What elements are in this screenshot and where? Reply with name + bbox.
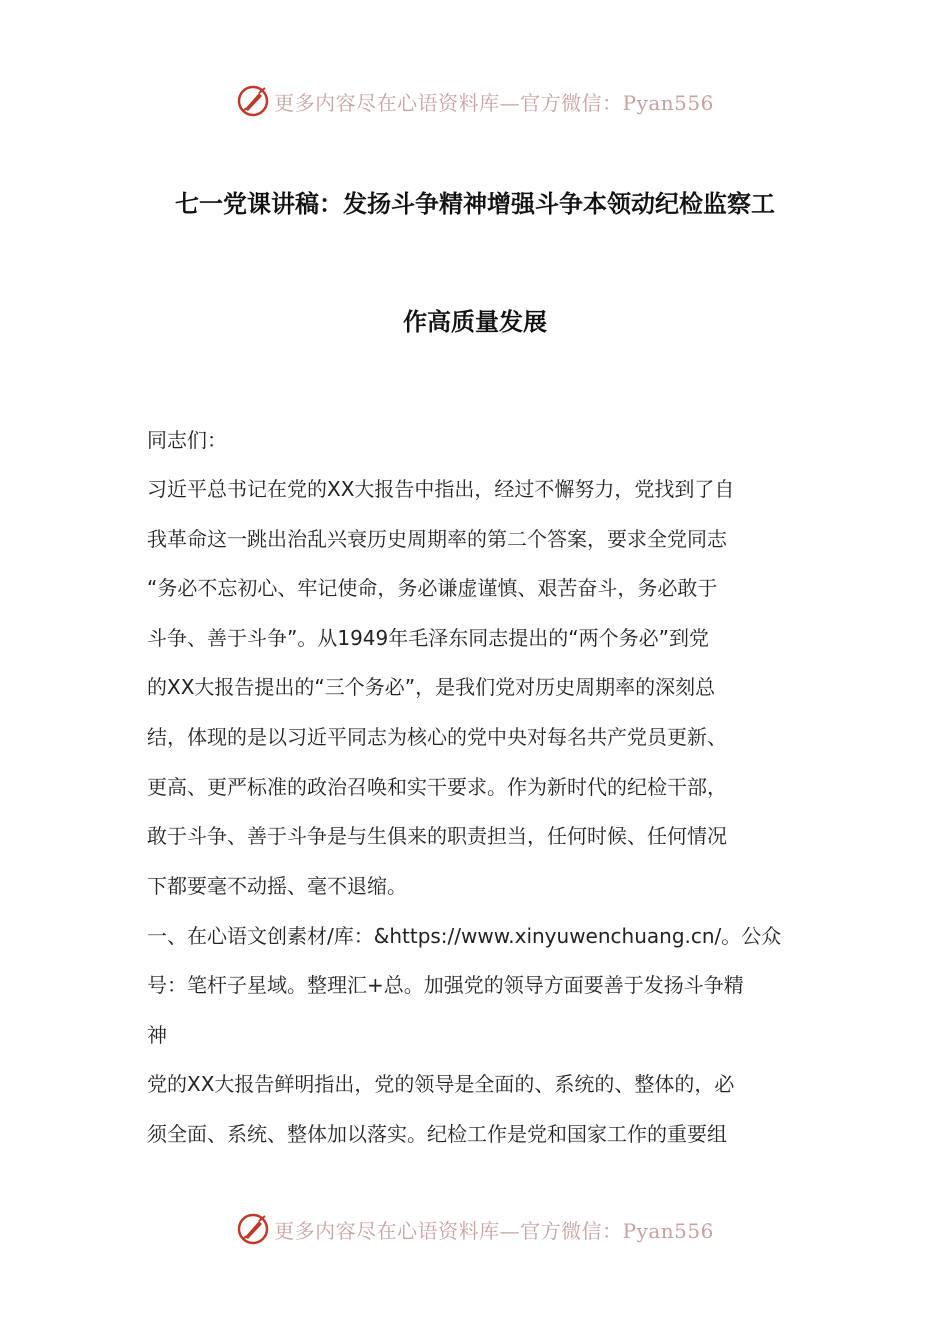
banner-text: 更多内容尽在心语资料库—官方微信：Pyan556 — [274, 1218, 714, 1243]
section-heading-line: 号：笔杆子星域。整理汇+总。加强党的领导方面要善于发扬斗争精 — [147, 973, 744, 997]
quill-logo-icon — [236, 1212, 270, 1246]
body-line: “务必不忘初心、牢记使命，务必谦虚谨慎、艰苦奋斗，务必敢于 — [147, 576, 718, 600]
section-heading-line: 神 — [147, 1023, 167, 1047]
banner-text: 更多内容尽在心语资料库—官方微信：Pyan556 — [274, 90, 714, 115]
document-title-line-1: 七一党课讲稿：发扬斗争精神增强斗争本领动纪检监察工 — [175, 190, 775, 218]
header-banner — [0, 84, 950, 118]
greeting: 同志们： — [147, 428, 227, 452]
body-line: 敢于斗争、善于斗争是与生俱来的职责担当，任何时候、任何情况 — [147, 824, 727, 848]
body-line: 更高、更严标准的政治召唤和实干要求。作为新时代的纪检干部， — [147, 775, 727, 799]
body-line: 我革命这一跳出治乱兴衰历史周期率的第二个答案，要求全党同志 — [147, 527, 727, 551]
body-line: 须全面、系统、整体加以落实。纪检工作是党和国家工作的重要组 — [147, 1122, 727, 1146]
footer-banner — [0, 1212, 950, 1246]
body-line: 党的XX大报告鲜明指出，党的领导是全面的、系统的、整体的，必 — [147, 1072, 735, 1096]
body-line: 习近平总书记在党的XX大报告中指出，经过不懈努力，党找到了自 — [147, 477, 735, 501]
quill-logo-icon — [236, 84, 270, 118]
body-line: 结，体现的是以习近平同志为核心的党中央对每名共产党员更新、 — [147, 725, 727, 749]
body-line: 斗争、善于斗争”。从1949年毛泽东同志提出的“两个务必”到党 — [147, 626, 709, 650]
body-line: 下都要毫不动摇、毫不退缩。 — [147, 874, 407, 898]
document-title-line-2: 作高质量发展 — [403, 308, 547, 336]
body-line: 的XX大报告提出的“三个务必”，是我们党对历史周期率的深刻总 — [147, 675, 716, 699]
section-heading-line: 一、在心语文创素材/库：&https://www.xinyuwenchuang.cn/。公众 — [147, 924, 782, 948]
